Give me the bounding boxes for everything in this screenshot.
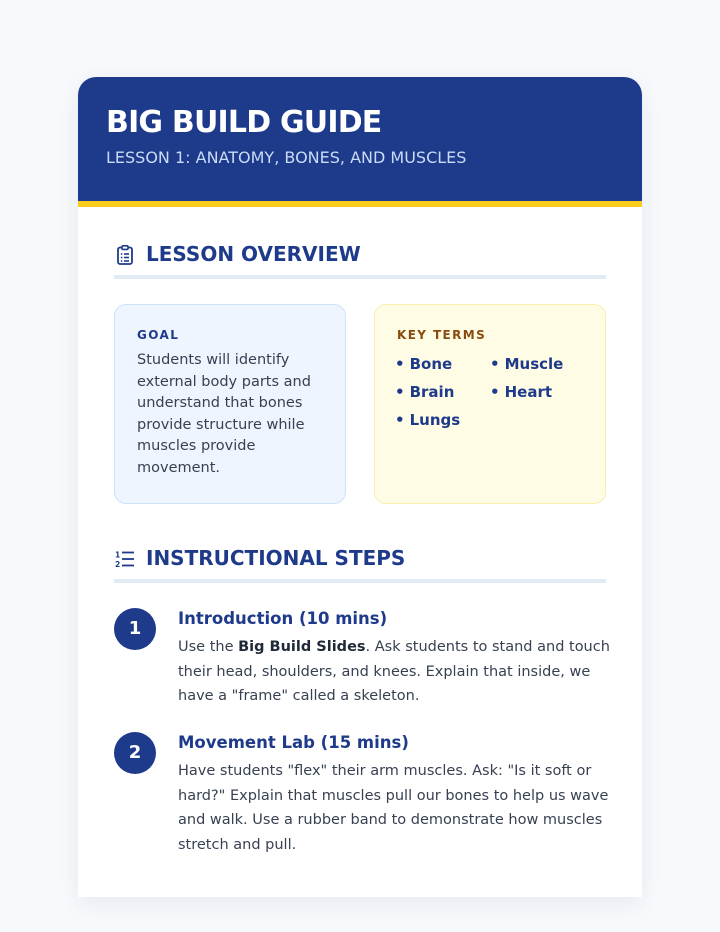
key-term: • Bone [395, 353, 452, 375]
lesson-overview-title: LESSON OVERVIEW [146, 242, 361, 266]
numbered-list-icon [114, 548, 136, 570]
page-title: BIG BUILD GUIDE [106, 105, 382, 140]
lesson-overview-header [114, 237, 606, 279]
step-text: Use the [178, 639, 239, 655]
svg-text:2: 2 [115, 560, 121, 569]
goal-text: Students will identify external body parts and understand that bones provide structure while muscles provide movement. [137, 352, 311, 476]
goal-box [114, 304, 346, 504]
key-term: • Lungs [395, 409, 460, 431]
key-terms-label: KEY TERMS [397, 328, 487, 342]
step-description: Have students "flex" their arm muscles. Ask: "Is it soft or hard?" Explain that muscles pull our bones to help us wave and walk. Use a rubber band to demonstrate how muscles stretch and pull. [178, 763, 609, 853]
key-term: • Heart [490, 381, 552, 403]
svg-text:1: 1 [115, 550, 121, 560]
instructional-steps-title: INSTRUCTIONAL STEPS [146, 546, 406, 570]
key-terms-box [374, 304, 606, 504]
goal-label: GOAL [137, 328, 180, 342]
guide-card [78, 77, 642, 897]
step-text-bold: Big Build Slides [238, 639, 366, 655]
instructional-steps-header [114, 541, 606, 583]
step-description [178, 635, 610, 709]
step-text: . Ask students to stand and touch their head, shoulders, and knees. Explain that inside, we have a "frame" called a skeleton. [178, 639, 610, 704]
guide-header [78, 77, 642, 207]
step-title: Introduction (10 mins) [178, 609, 388, 628]
step-number-badge: 1 [114, 608, 156, 650]
step-title: Movement Lab (15 mins) [178, 733, 409, 752]
key-term: • Brain [395, 381, 454, 403]
lesson-subtitle: LESSON 1: ANATOMY, BONES, AND MUSCLES [106, 148, 467, 167]
clipboard-list-icon [114, 244, 136, 266]
step-number-badge: 2 [114, 732, 156, 774]
key-term: • Muscle [490, 353, 563, 375]
